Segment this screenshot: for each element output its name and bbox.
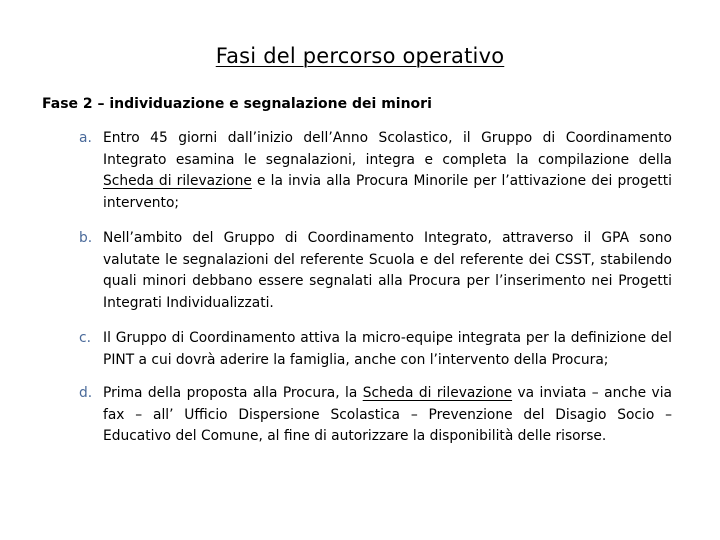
list-item-d [70, 383, 672, 448]
item-text-continued: va inviata – anche via fax – all’ Ufficio Dispersione Scolastica – Prevenzione del Disagio Socio – Educativo del Comune, al fine di autorizzare la disponibilità delle risorse. [103, 385, 672, 444]
steps-list [70, 128, 672, 462]
list-item-b [70, 228, 672, 314]
item-text: Il Gruppo di Coordinamento attiva la micro-equipe integrata per la definizione del PINT a cui dovrà aderire la famiglia, anche con l’intervento della Procura; [103, 330, 672, 368]
list-item-c [70, 328, 672, 371]
item-text: Entro 45 giorni dall’inizio dell’Anno Scolastico, il Gruppo di Coordinamento Integrato esamina le segnalazioni, integra e completa la compilazione della [103, 130, 672, 168]
list-marker: c. [79, 330, 91, 346]
list-marker: b. [79, 230, 93, 246]
list-item-a [70, 128, 672, 214]
scheda-rilevazione-link: Scheda di rilevazione [103, 173, 252, 189]
item-text-continued: e la invia alla Procura Minorile per l’attivazione dei progetti intervento; [103, 173, 672, 211]
list-marker: d. [79, 385, 93, 401]
list-marker: a. [79, 130, 92, 146]
item-text: Prima della proposta alla Procura, la [103, 385, 363, 401]
item-text: Nell’ambito del Gruppo di Coordinamento Integrato, attraverso il GPA sono valutate le segnalazioni del referente Scuola e del referente dei CSST, stabilendo quali minori debbano essere segnalati alla Procura per l’inserimento nei Progetti Integrati Individualizzati. [103, 230, 672, 311]
scheda-rilevazione-link: Scheda di rilevazione [362, 385, 513, 401]
page-title: Fasi del percorso operativo [215, 44, 505, 68]
section-subtitle: Fase 2 – individuazione e segnalazione dei minori [42, 96, 432, 112]
